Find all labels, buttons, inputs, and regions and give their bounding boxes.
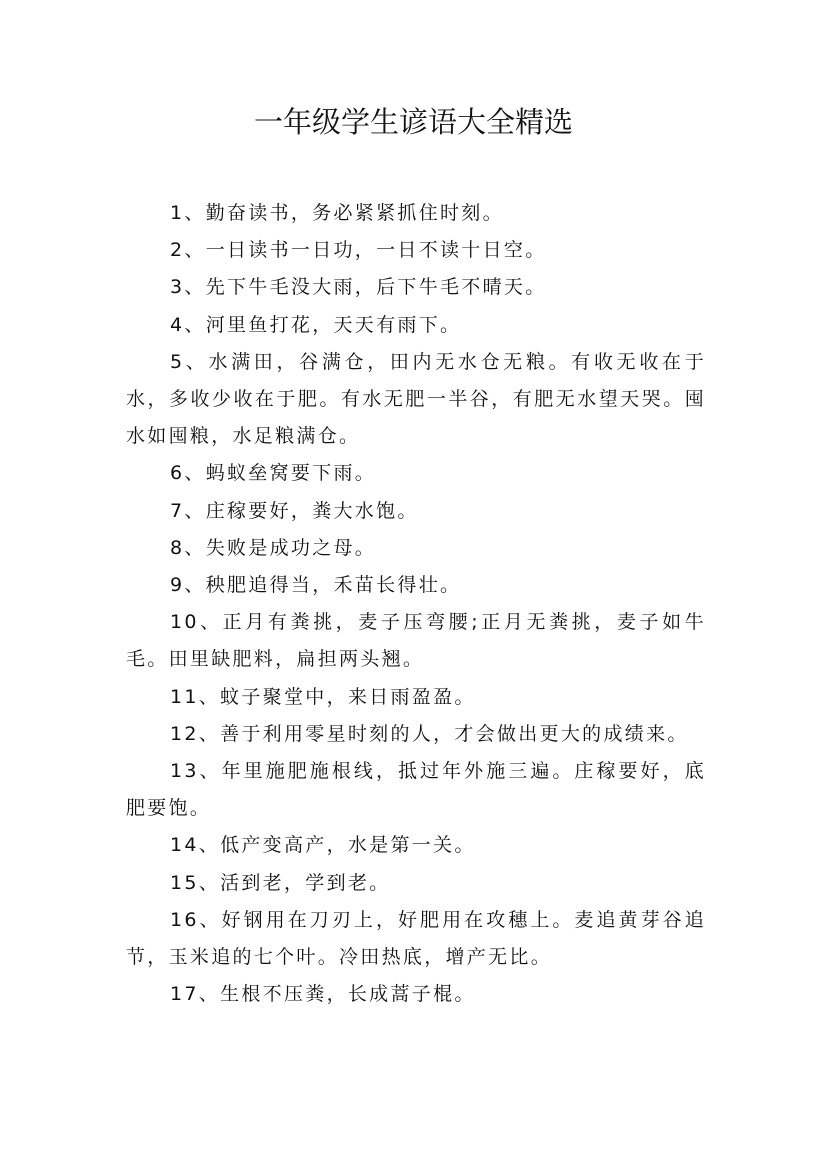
proverb-paragraph: 9、秧肥追得当，禾苗长得壮。: [170, 574, 462, 597]
proverb-paragraph: 14、低产变高产，水是第一关。: [170, 834, 476, 857]
proverb-paragraph: 4、河里鱼打花，天天有雨下。: [170, 313, 462, 336]
proverb-paragraph: 2、一日读书一日功，一日不读十日空。: [170, 239, 547, 262]
proverb-paragraph: 11、蚊子聚堂中，来日雨盈盈。: [170, 685, 476, 708]
proverb-paragraph: 7、庄稼要好，粪大水饱。: [170, 499, 419, 522]
proverb-paragraph: 16、好钢用在刀刃上，好肥用在攻穗上。麦追黄芽谷追节，玉米追的七个叶。冷田热底，增产无比。: [126, 908, 706, 969]
proverb-paragraph: 6、蚂蚁垒窝要下雨。: [170, 462, 377, 485]
document-title: 一年级学生谚语大全精选: [253, 105, 573, 139]
proverb-paragraph: 1、勤奋读书，务必紧紧抓住时刻。: [170, 202, 504, 224]
proverb-paragraph: 15、活到老，学到老。: [170, 871, 391, 894]
proverb-paragraph: 8、失败是成功之母。: [170, 536, 377, 559]
proverb-paragraph: 5、水满田，谷满仓，田内无水仓无粮。有收无收在于水，多收少收在于肥。有水无肥一半谷，有肥无水望天哭。囤水如囤粮，水足粮满仓。: [126, 350, 706, 448]
proverb-paragraph: 13、年里施肥施根线，抵过年外施三遍。庄稼要好，底肥要饱。: [126, 760, 706, 820]
proverb-paragraph: 17、生根不压粪，长成蒿子棍。: [170, 983, 476, 1006]
proverb-paragraph: 12、善于利用零星时刻的人，才会做出更大的成绩来。: [170, 722, 689, 745]
document-body: [126, 195, 706, 1013]
proverb-paragraph: 3、先下牛毛没大雨，后下牛毛不晴天。: [170, 276, 547, 299]
proverb-paragraph: 10、正月有粪挑，麦子压弯腰;正月无粪挑，麦子如牛毛。田里缺肥料，扁担两头翘。: [126, 611, 706, 671]
